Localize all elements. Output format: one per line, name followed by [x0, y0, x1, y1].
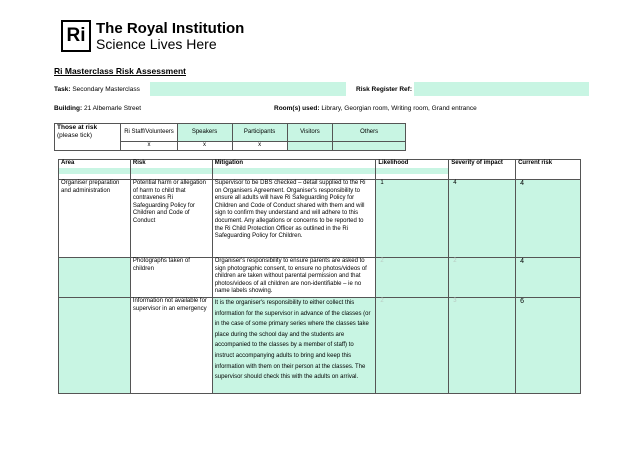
- header-risk: Risk: [130, 160, 212, 180]
- document-title: Ri Masterclass Risk Assessment: [54, 66, 186, 76]
- building-field: [54, 104, 141, 113]
- building-label: Building:: [54, 105, 83, 112]
- cell-current-risk[interactable]: [516, 258, 581, 298]
- cell-area[interactable]: [59, 258, 131, 298]
- likelihood-value: 1: [380, 180, 384, 186]
- cell-severity[interactable]: [449, 180, 516, 258]
- task-value: Secondary Masterclass: [72, 86, 140, 93]
- tick-participants[interactable]: x: [232, 142, 287, 151]
- cell-mitigation: Supervisor to be DBS checked – detail supplied to the Ri on Organisers Agreement. Organiser's responsibility to ensure all adults will have Ri Safeguarding Policy for Children and Code of Conduct shared with them and will sign to confirm they understand and will adhere to this document. Any allegations or concerns to be reported to the Ri Child Protection Officer as outlined in the Ri Safeguarding Policy for Children.: [212, 180, 376, 258]
- logo-line-1: The Royal Institution: [96, 20, 245, 37]
- severity-value: 4: [453, 180, 457, 186]
- who-header-staff: Ri Staff/Volunteers: [121, 124, 177, 142]
- cell-risk: Information not available for supervisor in an emergency: [130, 298, 212, 394]
- risk-register-ref-label: Risk Register Ref:: [356, 86, 412, 93]
- building-value: 21 Albemarle Street: [83, 105, 142, 112]
- those-at-risk-label: Those at risk: [57, 124, 98, 131]
- who-header-visitors: Visitors: [287, 124, 333, 142]
- header-current-risk: Current risk: [516, 160, 581, 180]
- table-row: [59, 298, 581, 394]
- who-header-speakers: Speakers: [177, 124, 232, 142]
- rooms-value: Library, Georgian room, Writing room, Grand entrance: [321, 105, 477, 112]
- logo-line-2: Science Lives Here: [96, 36, 217, 52]
- cell-likelihood[interactable]: [376, 298, 449, 394]
- cell-likelihood[interactable]: [376, 258, 449, 298]
- risk-assessment-table: [58, 159, 581, 394]
- rooms-field: [274, 104, 477, 113]
- ri-logo-mark: Ri: [61, 20, 91, 52]
- tick-visitors[interactable]: [287, 142, 333, 151]
- header-severity: Severity of impact: [449, 160, 516, 180]
- cell-current-risk[interactable]: [516, 180, 581, 258]
- rooms-label: Room(s) used:: [274, 105, 320, 112]
- those-at-risk-label-cell: [55, 124, 121, 151]
- who-header-others: Others: [333, 124, 406, 142]
- cell-area[interactable]: [59, 298, 131, 394]
- cell-mitigation: It is the organiser's responsibility to either collect this information for the supervisor in advance of the classes (or in the case of some primary series where the classes take place during the school day and the students are accompanied to the classes by a member of staff) to instruct accompanying adults to bring and keep this information with them on their person at the classes. The supervisor should check this with the adults on arrival.: [212, 298, 376, 394]
- current-risk-value: 6: [520, 298, 524, 305]
- likelihood-value: 2: [380, 258, 384, 264]
- table-row: [59, 258, 581, 298]
- please-tick-label: (please tick): [57, 131, 93, 139]
- those-at-risk-table: [54, 123, 406, 151]
- table-row: [59, 180, 581, 258]
- cell-severity[interactable]: [449, 258, 516, 298]
- tick-staff[interactable]: x: [121, 142, 177, 151]
- cell-likelihood[interactable]: [376, 180, 449, 258]
- header-mitigation: Mitigation: [212, 160, 376, 180]
- task-input-area[interactable]: [150, 82, 346, 96]
- current-risk-value: 4: [520, 180, 524, 187]
- task-label: Task:: [54, 86, 71, 93]
- severity-value: 2: [453, 258, 457, 264]
- current-risk-value: 4: [520, 258, 524, 265]
- task-field: [54, 85, 140, 94]
- who-header-participants: Participants: [232, 124, 287, 142]
- cell-severity[interactable]: [449, 298, 516, 394]
- tick-others[interactable]: [333, 142, 406, 151]
- header-likelihood: Likelihood: [376, 160, 449, 180]
- risk-register-ref-input[interactable]: [414, 82, 589, 96]
- likelihood-value: 2: [380, 298, 384, 304]
- cell-area: Organiser preparation and administration: [59, 180, 131, 258]
- cell-risk: Potential harm or allegation of harm to child that contravenes Ri Safeguarding Policy for Children and Code of Conduct: [130, 180, 212, 258]
- tick-speakers[interactable]: x: [177, 142, 232, 151]
- cell-mitigation: Organiser's responsibility to ensure parents are asked to sign photographic consent, to ensure no photos/videos of children are taken without parental permission and that photos/videos of all children are non-identifiable – ie no name labels showing.: [212, 258, 376, 298]
- severity-value: 3: [453, 298, 457, 304]
- header-area: Area: [59, 160, 131, 180]
- cell-current-risk[interactable]: [516, 298, 581, 394]
- cell-risk: Photographs taken of children: [130, 258, 212, 298]
